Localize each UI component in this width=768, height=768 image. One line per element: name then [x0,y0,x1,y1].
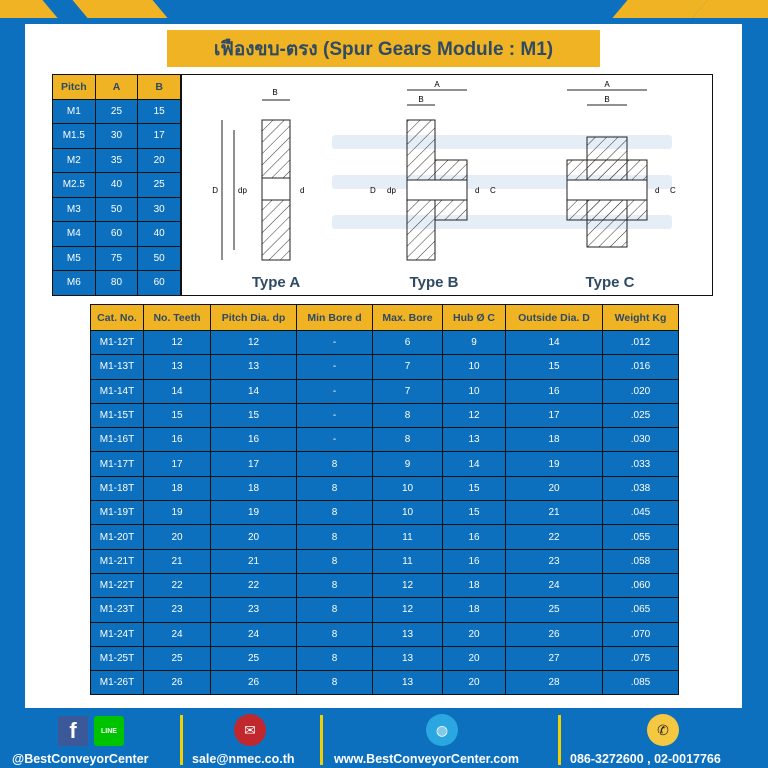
table-row [91,598,679,622]
table-row [91,355,679,379]
table-cell: 15 [443,476,506,500]
table-cell: 18 [443,573,506,597]
table-cell: M1-25T [91,646,144,670]
table-cell: 23 [144,598,211,622]
table-cell: 26 [506,622,603,646]
table-cell: 16 [144,428,211,452]
column-header: Pitch Dia. dp [211,305,297,331]
table-cell: 80 [95,271,138,296]
table-cell: 40 [138,222,181,247]
table-cell: 35 [95,148,138,173]
svg-text:dp: dp [238,186,247,195]
table-cell: 13 [443,428,506,452]
table-cell: M1-16T [91,428,144,452]
svg-text:B: B [272,88,278,97]
table-cell: M1-22T [91,573,144,597]
column-header: A [95,75,138,100]
table-row [53,222,181,247]
table-cell: 30 [95,124,138,149]
table-cell: M1-12T [91,331,144,355]
table-cell: .075 [603,646,679,670]
table-cell: .038 [603,476,679,500]
table-cell: 20 [443,622,506,646]
table-row [91,379,679,403]
svg-text:D: D [212,186,218,195]
table-cell: 16 [443,549,506,573]
table-cell: 15 [138,99,181,124]
svg-text:A: A [434,80,440,89]
type-b-label: Type B [409,274,459,291]
table-cell: 21 [144,549,211,573]
table-cell: 8 [373,403,443,427]
column-header: B [138,75,181,100]
svg-text:dp: dp [387,186,396,195]
column-header: Weight Kg [603,305,679,331]
table-cell: 8 [297,573,373,597]
table-cell: 16 [506,379,603,403]
column-header: Hub Ø C [443,305,506,331]
svg-text:A: A [604,80,610,89]
table-cell: .070 [603,622,679,646]
table-cell: 15 [144,403,211,427]
table-row [91,573,679,597]
type-a-drawing [212,88,304,260]
type-b-drawing [370,80,496,260]
table-cell: .065 [603,598,679,622]
table-cell: 9 [373,452,443,476]
table-cell: 17 [138,124,181,149]
table-cell: .025 [603,403,679,427]
table-cell: 27 [506,646,603,670]
table-cell: M1-20T [91,525,144,549]
table-cell: 22 [506,525,603,549]
table-cell: 10 [373,476,443,500]
table-cell: 10 [443,355,506,379]
column-header: Min Bore d [297,305,373,331]
table-cell: .045 [603,501,679,525]
page-title: เฟืองขบ-ตรง (Spur Gears Module : M1) [167,30,600,67]
table-cell: 6 [373,331,443,355]
social-handle[interactable]: @BestConveyorCenter [12,752,149,766]
stripe [0,0,58,18]
table-cell: 8 [373,428,443,452]
table-row [91,622,679,646]
table-cell: M1 [53,99,96,124]
table-cell: 14 [144,379,211,403]
table-cell: M1-18T [91,476,144,500]
svg-text:d: d [300,186,305,195]
table-cell: 18 [211,476,297,500]
table-cell: M1-26T [91,671,144,695]
table-cell: 28 [506,671,603,695]
table-cell: M1-23T [91,598,144,622]
table-cell: 18 [443,598,506,622]
table-cell: 22 [211,573,297,597]
table-row [91,452,679,476]
table-cell: M1-21T [91,549,144,573]
table-cell: 8 [297,671,373,695]
column-header: Max. Bore [373,305,443,331]
table-cell: M1-15T [91,403,144,427]
table-cell: M2.5 [53,173,96,198]
table-cell: M1-17T [91,452,144,476]
table-cell: 9 [443,331,506,355]
table-cell: 15 [211,403,297,427]
table-cell: 11 [373,549,443,573]
table-cell: 19 [211,501,297,525]
table-row [91,549,679,573]
table-row [91,403,679,427]
table-cell: 12 [373,598,443,622]
table-cell: 8 [297,501,373,525]
column-header: Outside Dia. D [506,305,603,331]
table-cell: M4 [53,222,96,247]
table-cell: M1.5 [53,124,96,149]
table-cell: 21 [506,501,603,525]
table-cell: 8 [297,549,373,573]
table-cell: 40 [95,173,138,198]
table-row [53,148,181,173]
table-cell: 8 [297,646,373,670]
table-cell: .020 [603,379,679,403]
table-cell: 24 [211,622,297,646]
table-cell: 11 [373,525,443,549]
table-cell: 12 [211,331,297,355]
table-row [91,646,679,670]
table-cell: 60 [138,271,181,296]
table-cell: 26 [144,671,211,695]
table-cell: .085 [603,671,679,695]
table-row [91,331,679,355]
table-row [53,124,181,149]
table-cell: M3 [53,197,96,222]
email-link[interactable]: sale@nmec.co.th [192,752,295,766]
table-cell: 14 [211,379,297,403]
pitch-table [52,74,181,296]
table-cell: 19 [506,452,603,476]
table-cell: - [297,379,373,403]
table-cell: 24 [506,573,603,597]
globe-icon: ◍ [426,714,458,746]
table-cell: - [297,428,373,452]
stripe [72,0,167,18]
table-cell: 17 [506,403,603,427]
table-cell: M5 [53,246,96,271]
svg-text:C: C [670,186,676,195]
spec-table [90,304,679,695]
table-row [91,671,679,695]
table-cell: 20 [443,646,506,670]
table-cell: 20 [443,671,506,695]
svg-text:D: D [370,186,376,195]
type-a-label: Type A [251,274,301,291]
table-cell: 18 [506,428,603,452]
svg-text:B: B [604,95,610,104]
table-cell: 25 [211,646,297,670]
table-cell: 12 [144,331,211,355]
table-cell: 15 [443,501,506,525]
column-header: Cat. No. [91,305,144,331]
svg-text:d: d [655,186,660,195]
table-cell: 25 [138,173,181,198]
table-cell: 12 [443,403,506,427]
table-cell: 8 [297,452,373,476]
table-cell: 17 [144,452,211,476]
table-row [53,173,181,198]
facebook-icon[interactable]: f [58,716,88,746]
stripe [692,0,768,18]
table-row [53,271,181,296]
svg-text:C: C [490,186,496,195]
table-cell: 10 [443,379,506,403]
table-cell: 20 [144,525,211,549]
table-cell: 12 [373,573,443,597]
svg-text:B: B [418,95,424,104]
table-cell: 25 [144,646,211,670]
phone-icon: ✆ [647,714,679,746]
table-cell: 13 [373,646,443,670]
table-cell: M1-13T [91,355,144,379]
table-cell: 60 [95,222,138,247]
table-cell: .033 [603,452,679,476]
table-cell: 10 [373,501,443,525]
type-c-label: Type C [585,274,635,291]
table-cell: 25 [95,99,138,124]
table-cell: 20 [138,148,181,173]
table-cell: M1-14T [91,379,144,403]
table-cell: 24 [144,622,211,646]
table-cell: - [297,331,373,355]
table-cell: 26 [211,671,297,695]
table-cell: 16 [211,428,297,452]
svg-text:d: d [475,186,480,195]
table-cell: 75 [95,246,138,271]
table-row [53,99,181,124]
table-cell: 13 [373,622,443,646]
table-cell: .030 [603,428,679,452]
website-link[interactable]: www.BestConveyorCenter.com [334,752,520,766]
table-cell: .058 [603,549,679,573]
table-cell: 13 [144,355,211,379]
column-header: Pitch [53,75,96,100]
table-cell: 8 [297,525,373,549]
table-cell: M1-19T [91,501,144,525]
table-row [91,501,679,525]
table-cell: .055 [603,525,679,549]
table-cell: 8 [297,476,373,500]
email-icon: ✉ [234,714,266,746]
table-cell: 50 [95,197,138,222]
table-cell: 23 [506,549,603,573]
table-cell: 8 [297,622,373,646]
table-cell: M2 [53,148,96,173]
table-cell: 22 [144,573,211,597]
table-row [53,197,181,222]
table-cell: M6 [53,271,96,296]
table-cell: 19 [144,501,211,525]
table-cell: 13 [211,355,297,379]
table-cell: 30 [138,197,181,222]
table-row [91,476,679,500]
table-cell: 8 [297,598,373,622]
table-cell: 14 [443,452,506,476]
gear-type-diagram [181,74,713,296]
table-cell: - [297,403,373,427]
table-cell: 21 [211,549,297,573]
phone-numbers: 086-3272600 , 02-0017766 [570,752,721,766]
table-cell: 18 [144,476,211,500]
table-cell: .060 [603,573,679,597]
table-cell: 50 [138,246,181,271]
table-cell: 20 [506,476,603,500]
table-cell: 23 [211,598,297,622]
table-cell: 7 [373,379,443,403]
table-cell: 20 [211,525,297,549]
table-cell: 17 [211,452,297,476]
table-cell: 14 [506,331,603,355]
column-header: No. Teeth [144,305,211,331]
table-row [91,525,679,549]
table-cell: 16 [443,525,506,549]
table-cell: 13 [373,671,443,695]
line-icon[interactable]: LINE [94,716,124,746]
table-cell: 7 [373,355,443,379]
table-cell: M1-24T [91,622,144,646]
table-row [91,428,679,452]
table-row [53,246,181,271]
table-cell: .012 [603,331,679,355]
table-cell: .016 [603,355,679,379]
table-cell: 15 [506,355,603,379]
table-cell: 25 [506,598,603,622]
table-cell: - [297,355,373,379]
